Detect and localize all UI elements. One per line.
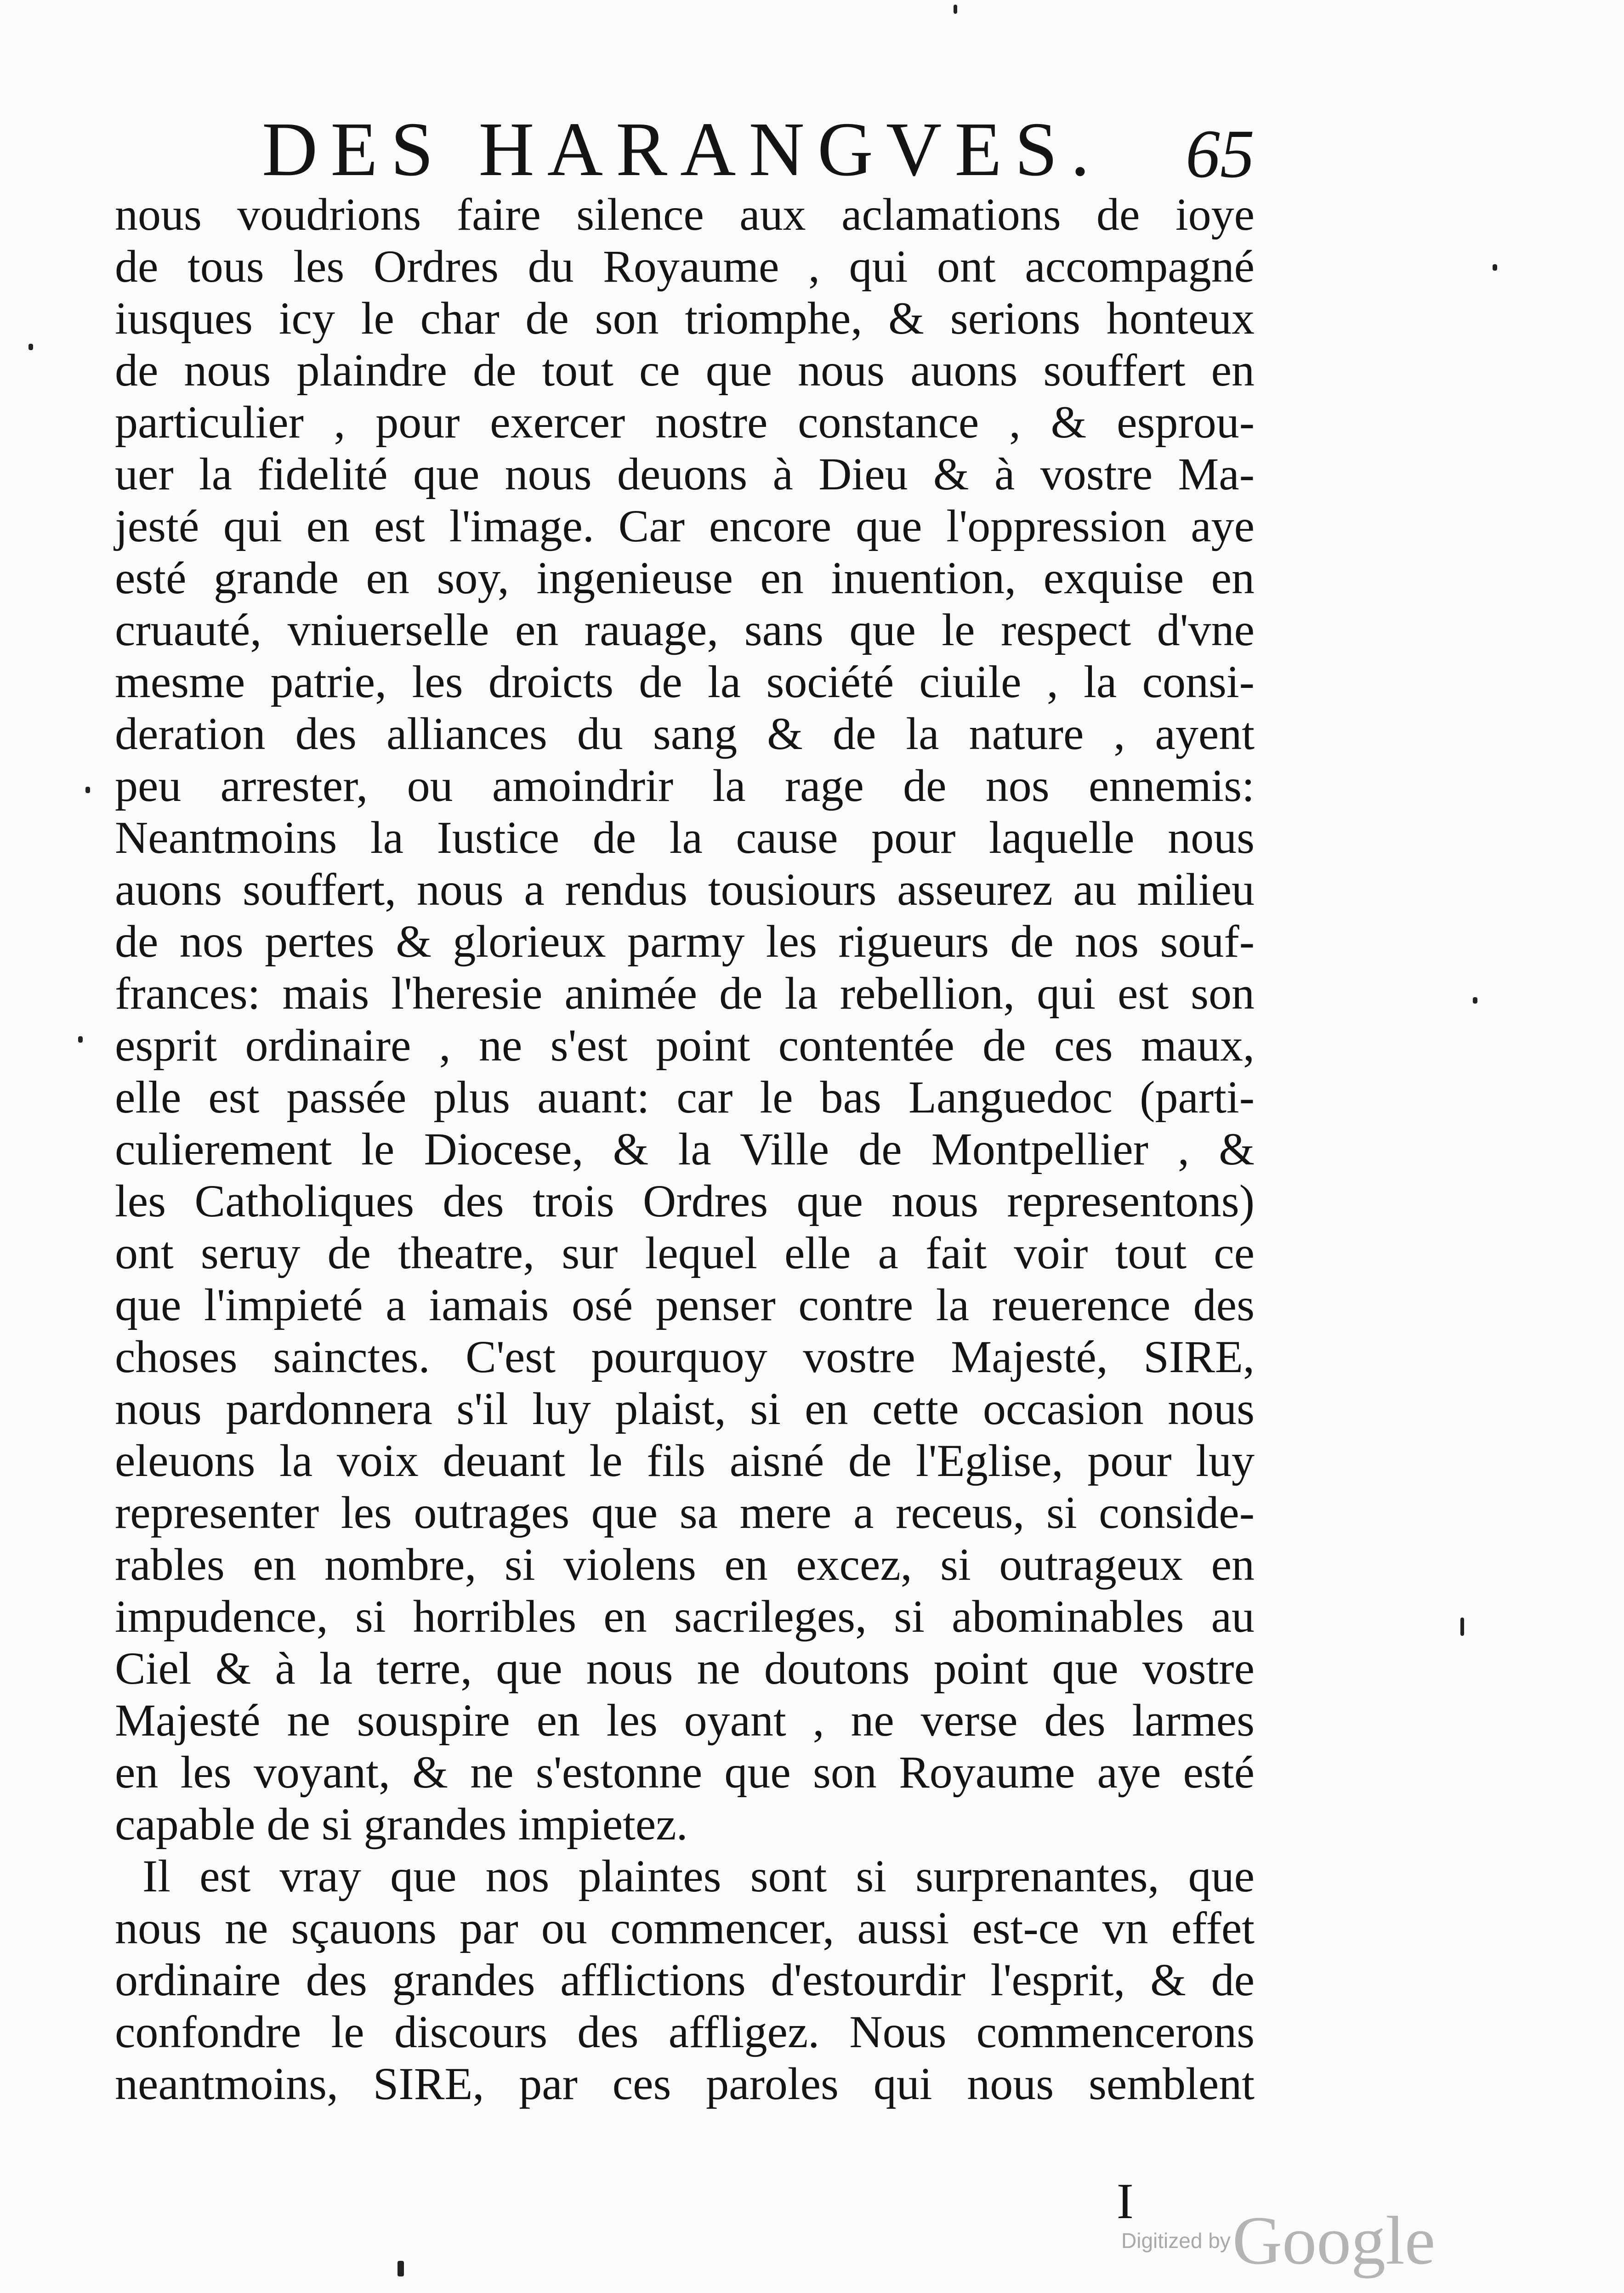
signature-mark: I <box>1117 2173 1134 2229</box>
text-line: ont seruy de theatre, sur lequel elle a fait voir tout ce <box>115 1227 1255 1278</box>
text-line: mesme patrie, les droicts de la société ciuile , la consi- <box>115 656 1255 707</box>
text-line: Neantmoins la Iustice de la cause pour laquelle nous <box>115 812 1255 863</box>
text-line: nous voudrions faire silence aux aclamations de ioye <box>115 189 1255 240</box>
text-line: deration des alliances du sang & de la nature , ayent <box>115 708 1255 759</box>
text-line: eleuons la voix deuant le fils aisné de l'Eglise, pour luy <box>115 1435 1255 1486</box>
text-line: confondre le discours des affligez. Nous commencerons <box>115 2006 1255 2057</box>
scan-speck <box>28 344 33 350</box>
text-line: nous ne sçauons par ou commencer, aussi est-ce vn effet <box>115 1902 1255 1953</box>
running-title: DES HARANGVES. <box>262 107 1103 192</box>
page-number: 65 <box>1186 116 1255 192</box>
text-line: Ciel & à la terre, que nous ne doutons point que vostre <box>115 1643 1255 1694</box>
watermark-brand: Google <box>1232 2202 1436 2279</box>
scan-speck <box>1460 1618 1464 1636</box>
text-line: les Catholiques des trois Ordres que nous representons) <box>115 1175 1255 1226</box>
text-line: cruauté, vniuerselle en rauage, sans que le respect d'vne <box>115 604 1255 655</box>
text-line: en les voyant, & ne s'estonne que son Royaume aye esté <box>115 1747 1255 1798</box>
scan-speck <box>85 787 90 793</box>
text-line: rables en nombre, si violens en excez, si outrageux en <box>115 1539 1255 1590</box>
scan-speck <box>954 5 957 14</box>
scan-speck <box>1493 264 1497 271</box>
text-line: representer les outrages que sa mere a receus, si conside- <box>115 1487 1255 1538</box>
text-line: nous pardonnera s'il luy plaist, si en cette occasion nous <box>115 1383 1255 1434</box>
text-line: impudence, si horribles en sacrileges, si abominables au <box>115 1591 1255 1642</box>
scan-speck <box>78 1036 83 1043</box>
text-line: capable de si grandes impietez. <box>115 1799 688 1850</box>
text-line: de tous les Ordres du Royaume , qui ont accompagné <box>115 241 1255 292</box>
text-line: peu arrester, ou amoindrir la rage de nos ennemis: <box>115 760 1255 811</box>
text-line: esté grande en soy, ingenieuse en inuention, exquise en <box>115 552 1255 603</box>
text-line: de nos pertes & glorieux parmy les rigueurs de nos souf- <box>115 916 1255 967</box>
text-line: culierement le Diocese, & la Ville de Montpellier , & <box>115 1124 1255 1175</box>
digitization-watermark <box>1121 2201 1435 2280</box>
body-text <box>115 188 1255 2110</box>
text-line: choses sainctes. C'est pourquoy vostre Majesté, SIRE, <box>115 1331 1255 1382</box>
text-line: iusques icy le char de son triomphe, & serions honteux <box>115 293 1255 344</box>
text-line: elle est passée plus auant: car le bas Languedoc (parti- <box>115 1072 1255 1123</box>
text-line: auons souffert, nous a rendus tousiours asseurez au milieu <box>115 864 1255 915</box>
text-line: esprit ordinaire , ne s'est point contentée de ces maux, <box>115 1020 1255 1071</box>
text-line: jesté qui en est l'image. Car encore que l'oppression aye <box>115 500 1255 551</box>
text-line: uer la fidelité que nous deuons à Dieu & à vostre Ma- <box>115 448 1255 499</box>
text-line: que l'impieté a iamais osé penser contre la reuerence des <box>115 1279 1255 1330</box>
page-header <box>262 106 1255 193</box>
text-line: frances: mais l'heresie animée de la rebellion, qui est son <box>115 968 1255 1019</box>
scan-speck <box>397 2261 404 2276</box>
text-line: Il est vray que nos plaintes sont si surprenantes, que <box>142 1850 1255 1901</box>
text-line: ordinaire des grandes afflictions d'estourdir l'esprit, & de <box>115 1954 1255 2005</box>
watermark-prefix: Digitized by <box>1121 2229 1231 2253</box>
text-line: Majesté ne souspire en les oyant , ne verse des larmes <box>115 1695 1255 1746</box>
scan-speck <box>1473 997 1477 1004</box>
text-line: de nous plaindre de tout ce que nous auons souffert en <box>115 345 1255 396</box>
text-line: neantmoins, SIRE, par ces paroles qui nous semblent <box>115 2058 1255 2109</box>
text-line: particulier , pour exercer nostre constance , & esprou- <box>115 397 1255 448</box>
